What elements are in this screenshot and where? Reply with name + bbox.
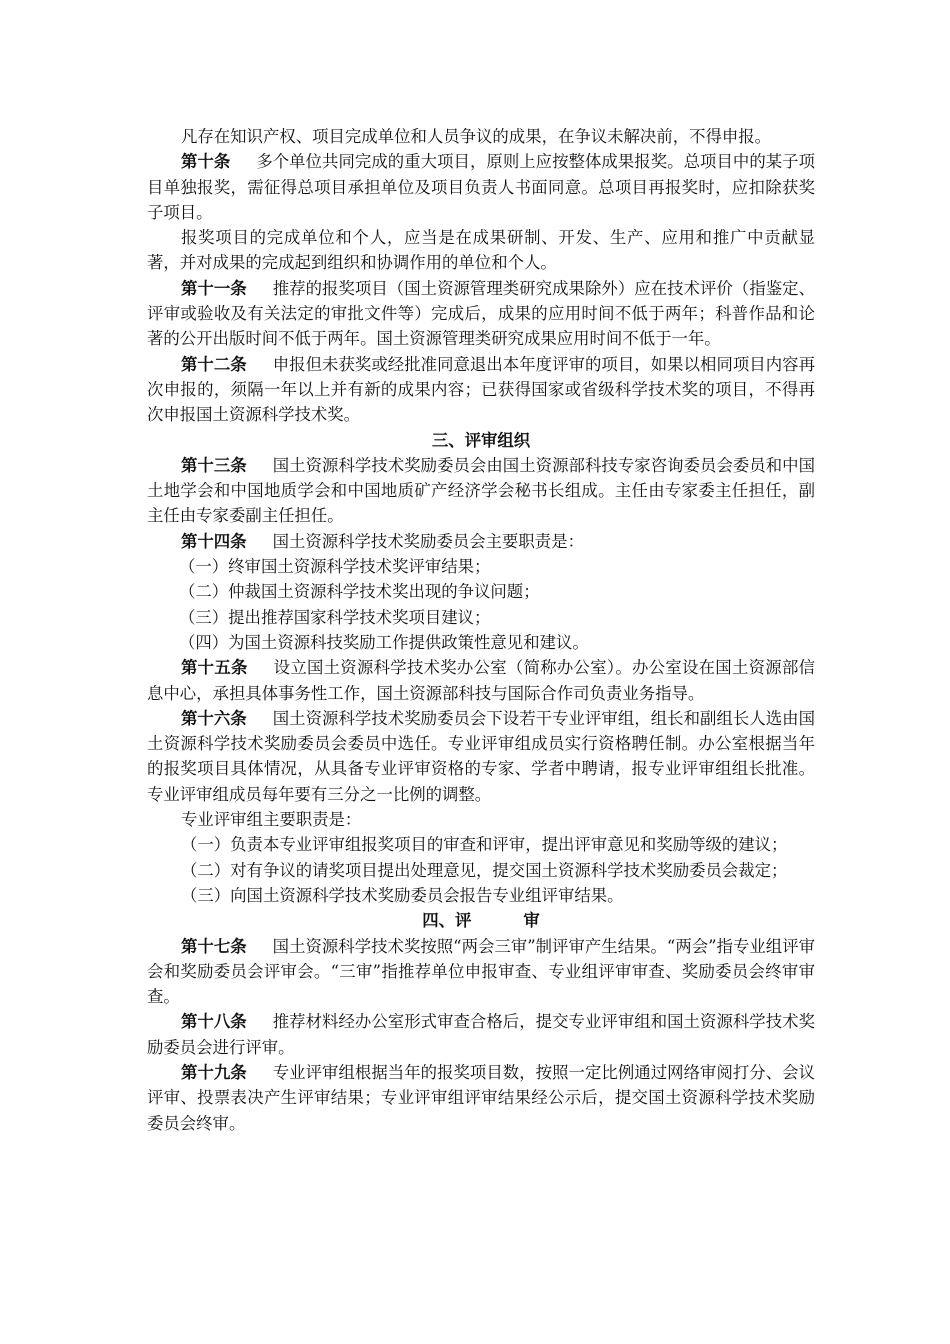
article-number: 第十八条 bbox=[181, 1012, 247, 1032]
list-item: （三）提出推荐国家科学技术奖项目建议； bbox=[179, 607, 491, 627]
list-item: （一）终审国土资源科学技术奖评审结果； bbox=[179, 557, 491, 577]
article-text: 设立国土资源科学技术奖办公室（简称办公室）。办公室设在国土资源部信息中心，承担具体事务性工作，国土资源部科技与国际合作司负责业务指导。 bbox=[147, 658, 815, 703]
article-16 bbox=[147, 706, 815, 807]
article-13 bbox=[147, 453, 815, 529]
heading-part: 四、评 bbox=[422, 911, 472, 931]
list-item: （二）仲裁国土资源科学技术奖出现的争议问题； bbox=[179, 582, 540, 602]
paragraph: 凡存在知识产权、项目完成单位和人员争议的成果，在争议未解决前，不得申报。 bbox=[181, 127, 772, 146]
section-heading: 三、评审组织 bbox=[431, 430, 531, 450]
article-number: 第十一条 bbox=[181, 278, 247, 298]
paragraph: 报奖项目的完成单位和个人，应当是在成果研制、开发、生产、应用和推广中贡献显著，并对成果的完成起到组织和协调作用的单位和个人。 bbox=[147, 228, 815, 273]
article-14 bbox=[147, 529, 815, 554]
article-text: 申报但未获奖或经批准同意退出本年度评审的项目，如果以相同项目内容再次申报的，须隔一年以上并有新的成果内容；已获得国家或省级科学技术奖的项目，不得再次申报国土资源科学技术奖。 bbox=[147, 354, 815, 425]
article-18 bbox=[147, 1009, 815, 1060]
article-19 bbox=[147, 1060, 815, 1136]
heading-part: 审 bbox=[523, 911, 540, 931]
article-text: 国土资源科学技术奖励委员会由国土资源部科技专家咨询委员会委员和中国土地学会和中国地质学会和中国地质矿产经济学会秘书长组成。主任由专家委主任担任，副主任由专家委副主任担任。 bbox=[147, 455, 815, 526]
article-number: 第十五条 bbox=[181, 658, 248, 678]
list-item: （二）对有争议的请奖项目提出处理意见，提交国土资源科学技术奖励委员会裁定； bbox=[181, 860, 788, 880]
article-number: 第十三条 bbox=[181, 455, 247, 475]
article-text: 推荐材料经办公室形式审查合格后，提交专业评审组和国土资源科学技术奖励委员会进行评审。 bbox=[147, 1012, 815, 1057]
article-number: 第十九条 bbox=[181, 1062, 247, 1082]
article-text: 多个单位共同完成的重大项目，原则上应按整体成果报奖。总项目中的某子项目单独报奖，需征得总项目承担单位及项目负责人书面同意。总项目再报奖时，应扣除获奖子项目。 bbox=[147, 152, 816, 222]
article-number: 第十二条 bbox=[181, 354, 247, 374]
article-number: 第十七条 bbox=[181, 936, 247, 956]
article-number: 第十四条 bbox=[181, 531, 247, 551]
article-10 bbox=[147, 149, 815, 225]
article-number: 第十六条 bbox=[181, 708, 247, 728]
document-page bbox=[147, 124, 815, 1136]
article-12 bbox=[147, 352, 815, 428]
article-text: 国土资源科学技术奖励委员会下设若干专业评审组，组长和副组长人选由国土资源科学技术奖励委员会委员中选任。专业评审组成员实行资格聘任制。办公室根据当年的报奖项目具体情况，从具备专业评审资格的专家、学者中聘请，报专业评审组组长批准。专业评审组成员每年要有三分之一比例的调整。 bbox=[147, 708, 815, 804]
list-item: （四）为国土资源科技奖励工作提供政策性意见和建议。 bbox=[179, 632, 589, 652]
list-item: （一）负责本专业评审组报奖项目的审查和评审，提出评审意见和奖励等级的建议； bbox=[181, 835, 788, 855]
article-15 bbox=[147, 655, 815, 706]
list-item: （三）向国土资源科学技术奖励委员会报告专业组评审结果。 bbox=[181, 885, 624, 905]
article-number: 第十条 bbox=[181, 152, 231, 172]
article-text: 推荐的报奖项目（国土资源管理类研究成果除外）应在技术评价（指鉴定、评审或验收及有关法定的审批文件等）完成后，成果的应用时间不低于两年；科普作品和论著的公开出版时间不低于两年。国土资源管理类研究成果应用时间不低于一年。 bbox=[147, 278, 815, 349]
article-text: 专业评审组根据当年的报奖项目数，按照一定比例通过网络审阅打分、会议评审、投票表决产生评审结果；专业评审组评审结果经公示后，提交国土资源科学技术奖励委员会终审。 bbox=[147, 1062, 815, 1133]
section-heading bbox=[147, 908, 815, 933]
article-text: 国土资源科学技术奖励委员会主要职责是： bbox=[272, 531, 584, 551]
article-17 bbox=[147, 934, 815, 1010]
article-11 bbox=[147, 276, 815, 352]
paragraph: 专业评审组主要职责是： bbox=[181, 810, 362, 830]
article-text: 国土资源科学技术奖按照“两会三审”制评审产生结果。“两会”指专业组评审会和奖励委员会评审会。“三审”指推荐单位申报审查、专业组评审审查、奖励委员会终审审查。 bbox=[147, 936, 815, 1007]
